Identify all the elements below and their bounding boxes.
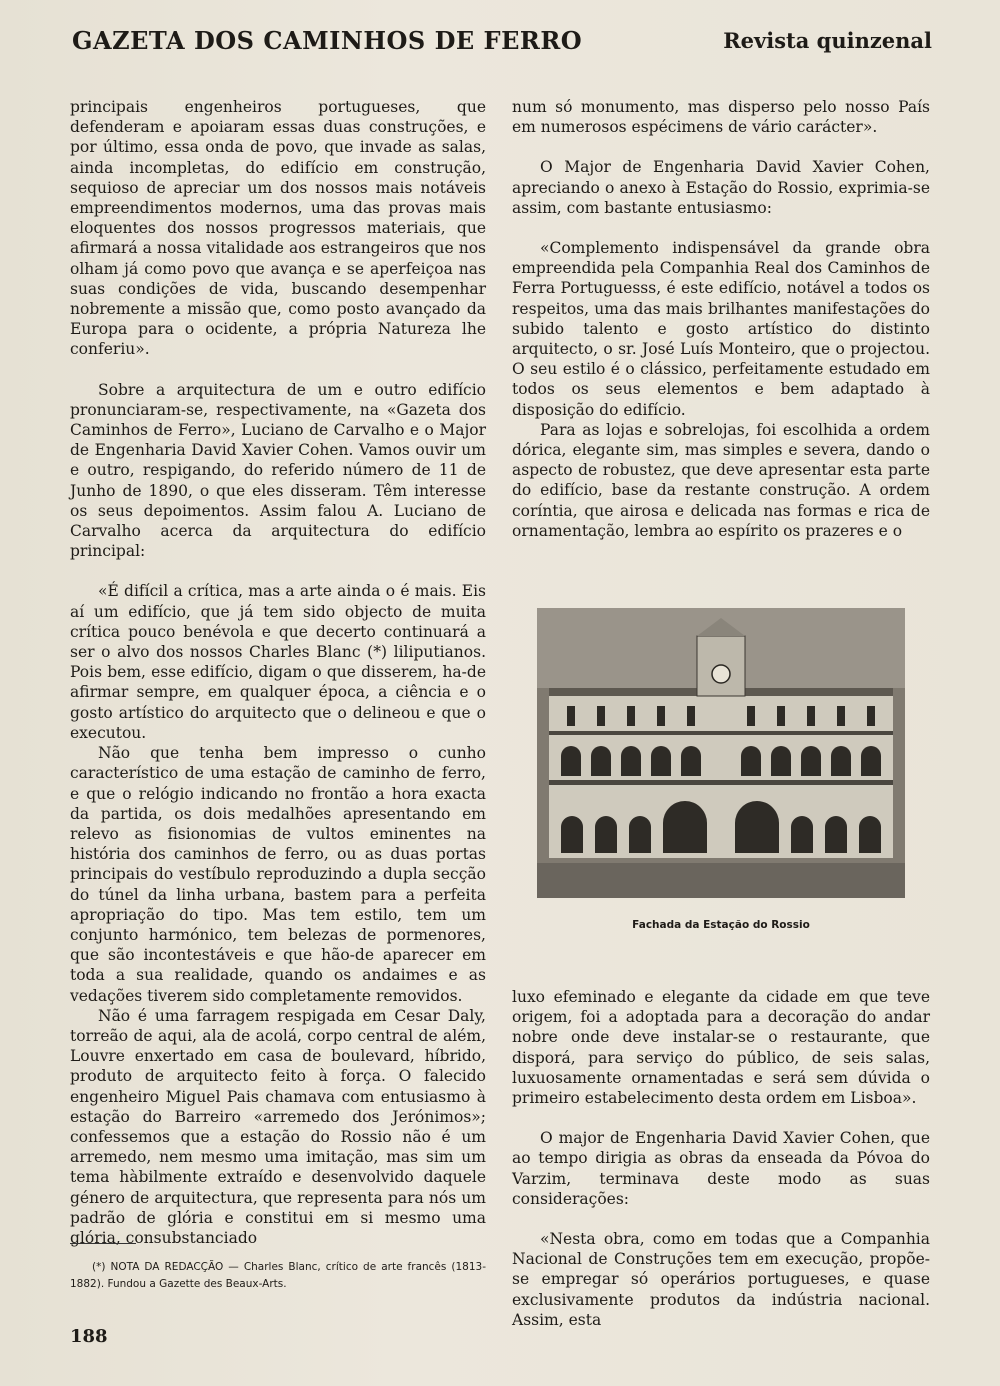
paragraph: num só monumento, mas disperso pelo nosso País em numerosos espécimens de vário carácter». [512,98,930,137]
paragraph: Não é uma farragem respigada em Cesar Daly, torreão de aqui, ala de acolá, corpo central de além, Louvre enxertado em casa de boulevard, híbrido, produto de arquitecto feito à força. O falecido engenheiro Miguel Pais chamava com entusiasmo à estação do Barreiro «arremedo dos Jerónimos»; confessemos que a estação do Rossio não é um arremedo, nem mesmo uma imitação, mas sim um tema hàbilmente extraído e desenvolvido daquele género de arquitectura, que representa para nós um padrão de glória e constitui em si mesmo uma glória, consubstanciado [70,1006,486,1247]
paragraph: O Major de Engenharia David Xavier Cohen, apreciando o anexo à Estação do Rossio, exprimia-se assim, com bastante entusiasmo: [512,158,930,217]
figure-caption: Fachada da Estação do Rossio [632,919,810,931]
station-facade-engraving [537,608,905,898]
paragraph: «É difícil a crítica, mas a arte ainda o é mais. Eis aí um edifício, que já tem sido objecto de muita crítica pouco benévola e que decerto continuará a ser o alvo dos nossos Charles Blanc (*) liliputianos. Pois bem, esse edifício, digam o que disserem, ha-de afirmar sempre, em qualquer época, a ciência e o gosto artístico do arquitecto que o delineou e que o executou. [70,582,486,742]
paragraph: Sobre a arquitectura de um e outro edifício pronunciaram-se, respectivamente, na «Gazeta dos Caminhos de Ferro», Luciano de Carvalho e o Major de Engenharia David Xavier Cohen. Vamos ouvir um e outro, respigando, do referido número de 11 de Junho de 1890, o que eles disseram. Têm interesse os seus depoimentos. Assim falou A. Luciano de Carvalho acerca da arquitectura do edifício principal: [70,380,486,561]
paragraph: «Nesta obra, como em todas que a Companhia Nacional de Construções tem em execução, propõe-se empregar só operários portugueses, e quase exclusivamente produtos da indústria nacional. Assim, esta [512,1230,930,1329]
left-column [70,97,486,1248]
footnote-rule [70,1243,136,1244]
paragraph: O major de Engenharia David Xavier Cohen, que ao tempo dirigia as obras da enseada da Póvoa do Varzim, terminava deste modo as suas considerações: [512,1129,930,1208]
paragraph: «Complemento indispensável da grande obra empreendida pela Companhia Real dos Caminhos de Ferra Portuguesss, é este edifício, notável a todos os respeitos, uma das mais brilhantes manifestações do subido talento e gosto artístico do distinto arquitecto, o sr. José Luís Monteiro, que o projectou. O seu estilo é o clássico, perfeitamente estudado em todos os seus elementos e bem adaptado à disposição do edifício. [512,239,930,419]
paragraph: luxo efeminado e elegante da cidade em que teve origem, foi a adoptada para a decoração do andar nobre onde deve instalar-se o restaurante, que disporá, para serviço do público, de seis salas, luxuosamente ornamentadas e será sem dúvida o primeiro estabelecimento desta ordem em Lisboa». [512,988,930,1108]
right-column-top [512,97,930,541]
footnote: (*) NOTA DA REDACÇÃO — Charles Blanc, crítico de arte francês (1813-1882). Fundou a Gazette des Beaux-Arts. [70,1261,486,1290]
paragraph: principais engenheiros portugueses, que defenderam e apoiaram essas duas construções, e por último, essa onda de povo, que invade as salas, ainda incompletas, do edifício em construção, sequioso de apreciar um dos nossos mais notáveis empreendimentos modernos, uma das provas mais eloquentes dos nossos progressos materiais, que afirmará a nossa vitalidade aos estrangeiros que nos olham já como povo que avança e se aperfeiçoa nas suas condições de vida, buscando desempenhar nobremente a missão que, como posto avançado da Europa para o ocidente, a própria Natureza lhe conferiu». [70,98,486,359]
paragraph: Não que tenha bem impresso o cunho característico de uma estação de caminho de ferro, e que o relógio indicando no frontão a hora exacta da partida, os dois medalhões apresentando em relevo as fisionomias de vultos eminentes na história dos caminhos de ferro, ou as duas portas principais do vestíbulo reproduzindo a dupla secção do túnel da linha urbana, bastem para a perfeita apropriação do tipo. Mas tem estilo, tem um conjunto harmónico, tem belezas de pormenores, que são incontestáveis e que hão-de aparecer em toda a sua realidade, quando os andaimes e as vedações tiverem sido completamente removidos. [70,744,486,1005]
running-title: GAZETA DOS CAMINHOS DE FERRO [72,26,583,55]
page-number: 188 [70,1326,108,1347]
paragraph: Para as lojas e sobrelojas, foi escolhida a ordem dórica, elegante sim, mas simples e severa, dando o aspecto de robustez, que deve apresentar esta parte do edifício, base da restante construção. A ordem coríntia, que airosa e delicada nas formas e rica de ornamentação, lembra ao espírito os prazeres e o [512,420,930,540]
running-subtitle: Revista quinzenal [723,28,932,53]
right-column-bottom [512,987,930,1330]
